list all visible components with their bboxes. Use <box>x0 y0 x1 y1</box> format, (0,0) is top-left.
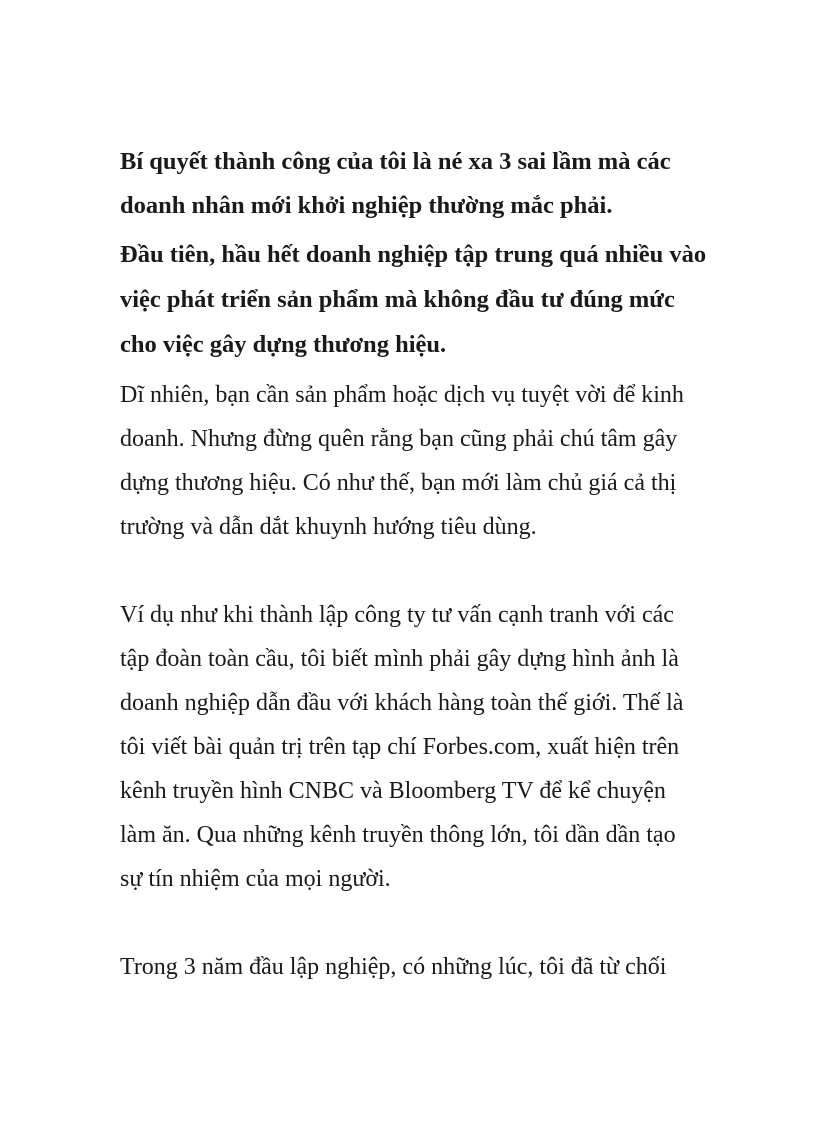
paragraph-line: Trong 3 năm đầu lập nghiệp, có những lúc, tôi đã từ chối <box>120 954 667 980</box>
paragraph-line: tập đoàn toàn cầu, tôi biết mình phải gây dựng hình ảnh là <box>120 646 679 672</box>
heading-line: cho việc gây dựng thương hiệu. <box>120 331 447 358</box>
paragraph-line: Ví dụ như khi thành lập công ty tư vấn cạnh tranh với các <box>120 602 674 628</box>
heading-line: việc phát triển sản phẩm mà không đầu tư đúng mức <box>120 286 675 313</box>
heading-line: doanh nhân mới khởi nghiệp thường mắc phải. <box>120 192 613 219</box>
paragraph-line: dựng thương hiệu. Có như thế, bạn mới làm chủ giá cả thị <box>120 470 677 496</box>
paragraph-line: Dĩ nhiên, bạn cần sản phẩm hoặc dịch vụ tuyệt vời để kinh <box>120 382 684 408</box>
paragraph-line: kênh truyền hình CNBC và Bloomberg TV để kể chuyện <box>120 778 666 804</box>
paragraph-line: sự tín nhiệm của mọi người. <box>120 866 391 892</box>
paragraph-line: làm ăn. Qua những kênh truyền thông lớn, tôi dần dần tạo <box>120 822 676 848</box>
paragraph-line: trường và dẫn dắt khuynh hướng tiêu dùng. <box>120 514 537 540</box>
heading-line: Bí quyết thành công của tôi là né xa 3 sai lầm mà các <box>120 148 671 175</box>
paragraph-line: doanh. Nhưng đừng quên rằng bạn cũng phải chú tâm gây <box>120 426 678 452</box>
paragraph-line: tôi viết bài quản trị trên tạp chí Forbes.com, xuất hiện trên <box>120 734 680 760</box>
paragraph-line: doanh nghiệp dẫn đầu với khách hàng toàn thế giới. Thế là <box>120 690 684 716</box>
heading-line: Đầu tiên, hầu hết doanh nghiệp tập trung quá nhiều vào <box>120 241 707 268</box>
